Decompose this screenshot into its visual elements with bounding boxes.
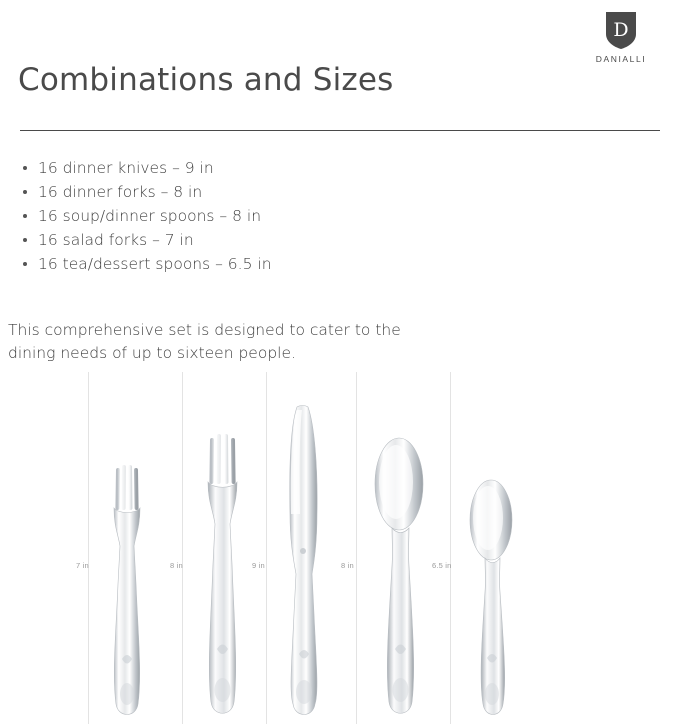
- svg-text:D: D: [613, 19, 629, 41]
- utensil-dinner-knife: [272, 404, 332, 724]
- measure-divider: [450, 372, 451, 724]
- brand-name: DANIALLI: [595, 54, 647, 64]
- size-label-tea-spoon: 6.5 in: [432, 561, 452, 570]
- brand-logo: [581, 10, 661, 64]
- size-label-dinner-spoon: 8 in: [341, 561, 354, 570]
- measure-divider: [88, 372, 89, 724]
- measure-divider: [182, 372, 183, 724]
- measure-divider: [356, 372, 357, 724]
- size-label-dinner-knife: 9 in: [252, 561, 265, 570]
- shield-monogram-icon: [604, 10, 638, 50]
- cutlery-size-figure: [0, 372, 679, 724]
- list-item: 16 soup/dinner spoons – 8 in: [20, 204, 272, 228]
- list-item: 16 salad forks – 7 in: [20, 228, 272, 252]
- list-item: 16 tea/dessert spoons – 6.5 in: [20, 252, 272, 276]
- utensil-tea-spoon: [462, 476, 520, 724]
- utensil-dinner-spoon: [366, 434, 432, 724]
- specification-list: [20, 156, 272, 276]
- title-divider: [20, 130, 660, 131]
- list-item: 16 dinner knives – 9 in: [20, 156, 272, 180]
- utensil-salad-fork: [96, 464, 158, 724]
- page-title: Combinations and Sizes: [18, 62, 394, 98]
- size-label-dinner-fork: 8 in: [170, 561, 183, 570]
- size-label-salad-fork: 7 in: [76, 561, 89, 570]
- list-item: 16 dinner forks – 8 in: [20, 180, 272, 204]
- utensil-dinner-fork: [190, 434, 254, 724]
- summary-paragraph: This comprehensive set is designed to cater to the dining needs of up to sixteen people.: [8, 320, 401, 362]
- measure-divider: [266, 372, 267, 724]
